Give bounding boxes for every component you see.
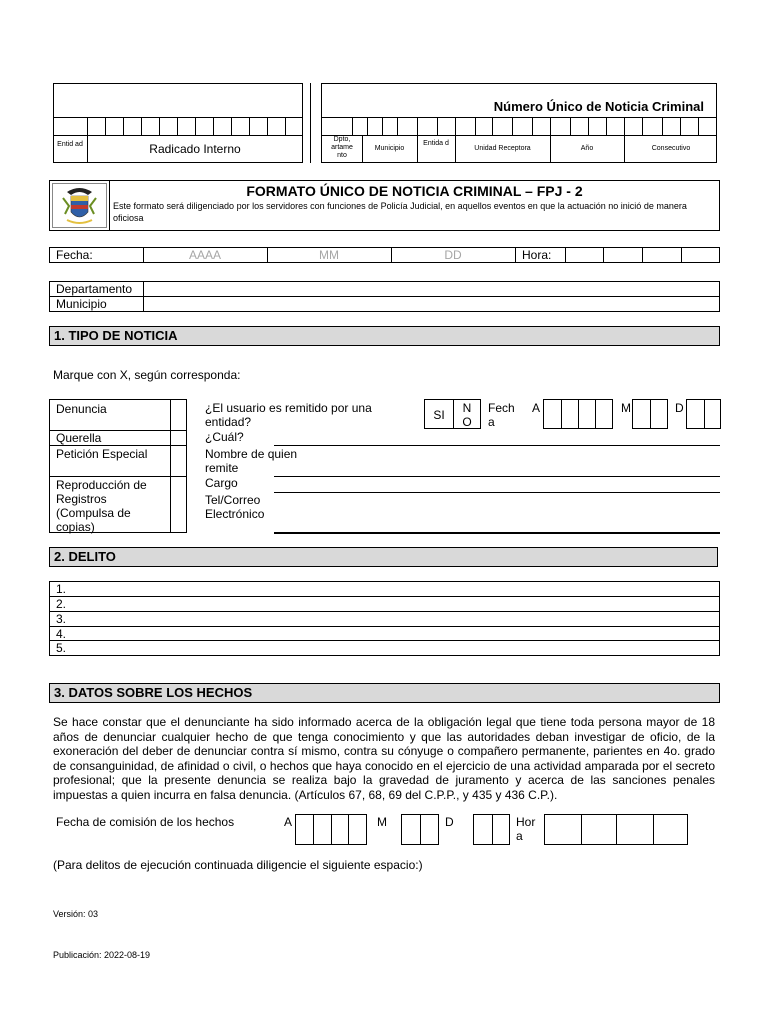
radicado-label: Radicado Interno xyxy=(149,142,241,156)
fecha-mm-input[interactable]: MM xyxy=(319,248,339,262)
remitido-a-label: A xyxy=(532,401,541,415)
comision-dia-box[interactable] xyxy=(473,814,510,845)
tel-line[interactable] xyxy=(274,532,720,534)
fecha-label: Fecha: xyxy=(56,248,93,262)
delito-row[interactable]: 4. xyxy=(56,627,67,641)
hora-cell[interactable] xyxy=(642,248,643,262)
entidad2-label: Entida d xyxy=(423,140,449,147)
hora-cell[interactable] xyxy=(603,248,604,262)
delito-row[interactable]: 2. xyxy=(56,597,67,611)
version-label: Versión: 03 xyxy=(53,909,99,919)
comision-m-label: M xyxy=(377,815,387,829)
comision-a-label: A xyxy=(284,815,293,829)
tipo-querella: Querella xyxy=(56,431,102,445)
hora-cell[interactable] xyxy=(681,248,682,262)
nombre-line[interactable] xyxy=(274,476,720,477)
comision-hora-box[interactable] xyxy=(544,814,688,845)
tipo-peticion: Petición Especial xyxy=(56,447,148,461)
anio-label: Año xyxy=(580,145,594,152)
cual-label: ¿Cuál? xyxy=(205,430,244,444)
remitido-mes-box[interactable] xyxy=(632,399,668,429)
nunc-box xyxy=(321,83,717,163)
querella-checkbox[interactable] xyxy=(171,431,187,445)
si-option[interactable]: SI xyxy=(433,408,445,422)
hora-label: Hora: xyxy=(522,248,552,262)
section1-instruction: Marque con X, según corresponda: xyxy=(53,368,241,382)
fecha-dd-input[interactable]: DD xyxy=(444,248,462,262)
delito-row[interactable]: 5. xyxy=(56,641,67,655)
delito-table xyxy=(49,581,720,656)
remitido-d-label: D xyxy=(675,401,684,415)
departamento-input[interactable] xyxy=(144,282,719,296)
colombia-coat-of-arms-icon xyxy=(52,183,107,228)
form-title-box xyxy=(49,180,720,231)
cual-line[interactable] xyxy=(274,445,720,446)
si-no-box xyxy=(424,399,481,429)
delito-row[interactable]: 1. xyxy=(56,582,67,596)
municipio-label: Municipio xyxy=(56,297,107,311)
entidad-label: Entid ad xyxy=(57,141,83,148)
tipo-denuncia: Denuncia xyxy=(56,402,107,416)
consecutivo-label: Consecutivo xyxy=(651,145,691,152)
departamento-label: Departamento xyxy=(56,282,133,296)
section3-title: 3. DATOS SOBRE LOS HECHOS xyxy=(49,683,720,703)
publicacion-label: Publicación: 2022-08-19 xyxy=(53,950,151,960)
radicado-box xyxy=(53,83,303,163)
remitido-m-label: M xyxy=(621,401,631,415)
depto-label: Dpto, artame nto xyxy=(331,136,353,159)
nombre-label: Nombre de quien remite xyxy=(205,447,298,475)
comision-d-label: D xyxy=(445,815,454,829)
fecha-comision-label: Fecha de comisión de los hechos xyxy=(56,815,235,829)
reproduccion-checkbox[interactable] xyxy=(171,477,187,533)
comision-anio-box[interactable] xyxy=(295,814,367,845)
cargo-line[interactable] xyxy=(274,492,720,493)
comision-hora-label: Hor a xyxy=(516,815,536,843)
form-title: FORMATO ÚNICO DE NOTICIA CRIMINAL – FPJ - 2 xyxy=(246,183,583,199)
fecha-aaaa-input[interactable]: AAAA xyxy=(188,248,221,262)
municipio-header-label: Municipio xyxy=(374,145,405,152)
section3-paragraph: Se hace constar que el denunciante ha sido informado acerca de la obligación legal que tiene toda persona mayor de 18 años de denunciar cualquier hecho de que tenga conocimiento y que las autoridades deban investigar de oficio, de la exoneración del deber de denunciar contra sí mismo, contra su cónyuge o compañero permanente, parientes en 4o. grado de consanguinidad, de afinidad o civil, o hechos que haya conocido en el ejercicio de una actividad amparada por el secreto profesional; que la presente denuncia se realiza bajo la gravedad de juramento y acerca de las sanciones penales impuestas a quien incurra en falsa denuncia. (Artículos 67, 68, 69 del C.P.P., y 435 y 436 C.P.). xyxy=(53,715,715,802)
nunc-title: Número Único de Noticia Criminal xyxy=(493,99,704,114)
remitido-question: ¿El usuario es remitido por una entidad? xyxy=(205,401,372,429)
remitido-dia-box[interactable] xyxy=(686,399,721,429)
peticion-checkbox[interactable] xyxy=(171,446,187,476)
section2-title: 2. DELITO xyxy=(49,547,718,567)
tipo-noticia-table xyxy=(49,399,187,533)
fecha-row xyxy=(49,247,720,263)
remitido-anio-box[interactable] xyxy=(543,399,613,429)
unidad-label: Unidad Receptora xyxy=(474,145,531,152)
continuada-note: (Para delitos de ejecución continuada diligencie el siguiente espacio:) xyxy=(53,858,423,872)
ubicacion-table xyxy=(49,281,720,312)
delito-row[interactable]: 3. xyxy=(56,612,67,626)
cargo-label: Cargo xyxy=(205,476,238,490)
form-description: Este formato será diligenciado por los servidores con funciones de Policía Judicial, en aquellos eventos en que la actuación no inició de manera oficiosa xyxy=(113,201,687,223)
comision-mes-box[interactable] xyxy=(401,814,439,845)
denuncia-checkbox[interactable] xyxy=(171,400,187,430)
municipio-input[interactable] xyxy=(144,297,719,311)
no-option[interactable]: N O xyxy=(462,401,472,429)
remitido-fecha-label: Fech a xyxy=(488,401,515,429)
section1-title: 1. TIPO DE NOTICIA xyxy=(49,326,720,346)
header-divider xyxy=(310,83,311,163)
tipo-reproduccion: Reproducción de Registros (Compulsa de copias) xyxy=(56,478,147,534)
tel-label: Tel/Correo Electrónico xyxy=(205,493,265,521)
